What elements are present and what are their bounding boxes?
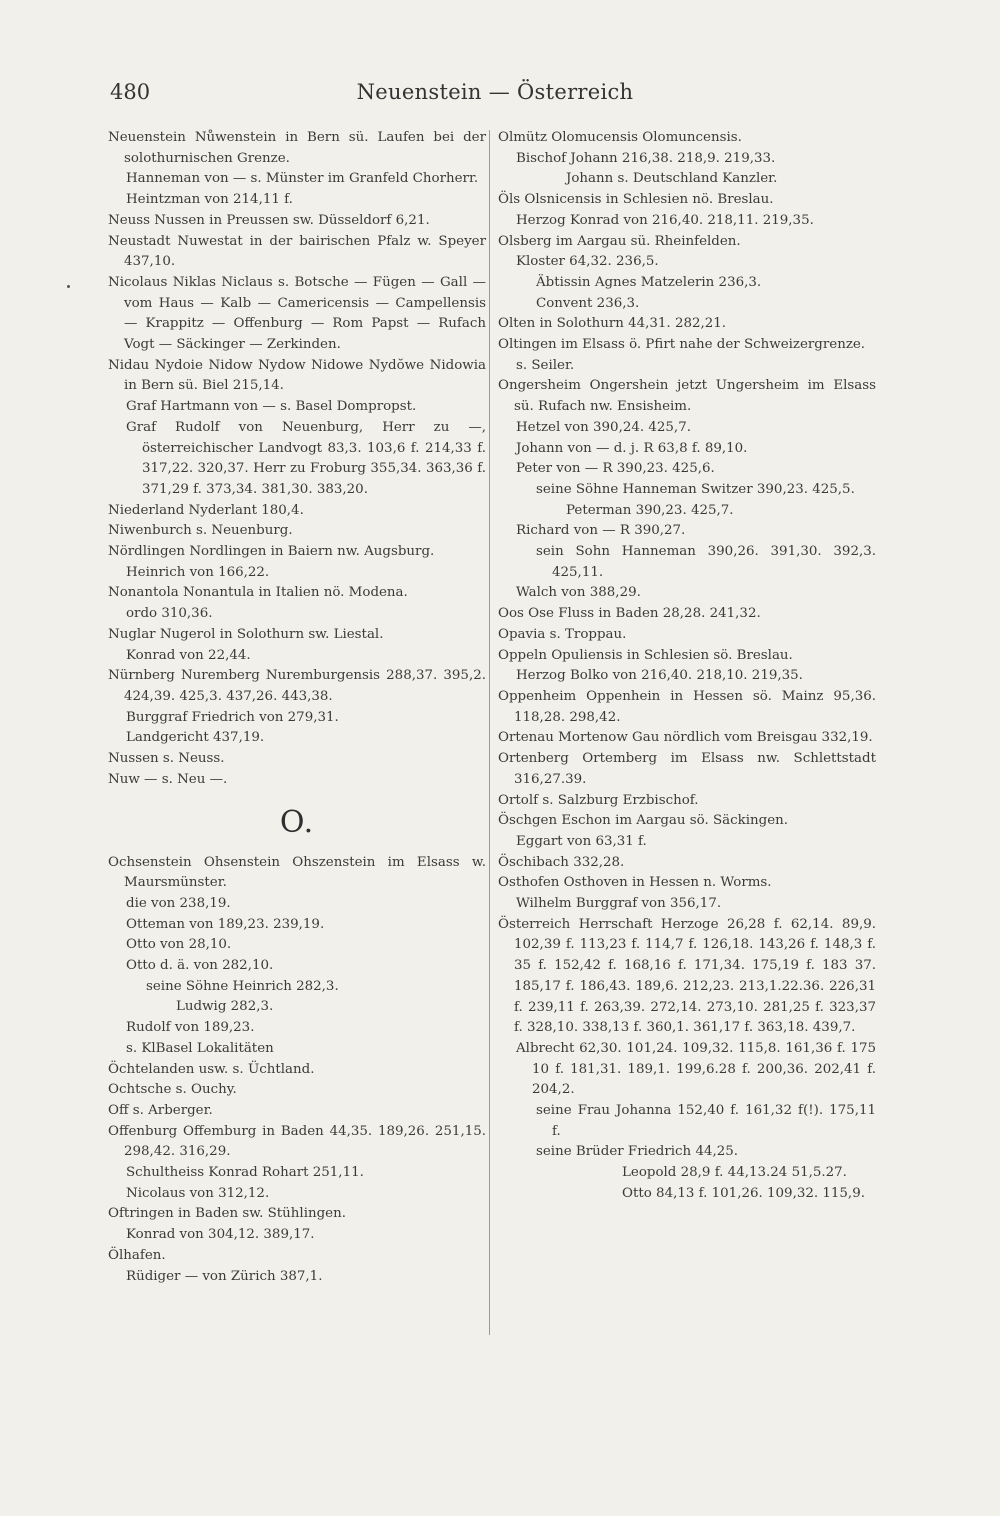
index-subentry: s. Seiler. [516,357,575,373]
index-entry: Neuss Nussen in Preussen sw. Düsseldorf 6,21. [108,212,430,228]
index-entry: Oppeln Opuliensis in Schlesien sö. Breslau. [498,647,793,663]
index-entry: Öchtelanden usw. s. Üchtland. [108,1061,315,1077]
index-subentry: Hanneman von — s. Münster im Granfeld Chorherr. [126,171,479,187]
index-subentry: Walch von 388,29. [516,585,641,601]
index-subentry: Konrad von 304,12. 389,17. [126,1227,315,1243]
index-entry: Neustadt Nuwestat in der bairischen Pfalz w. Speyer 437,10. [108,233,486,270]
index-subentry: Burggraf Friedrich von 279,31. [126,709,339,725]
index-subentry: Konrad von 22,44. [126,647,251,663]
index-entry: Österreich Herrschaft Herzoge 26,28 f. 62,14. 89,9. 102,39 f. 113,23 f. 114,7 f. 126,18. 143,26 f. 148,3 f. 35 f. 152,42 f. 168,16 f. 171,34. 175,19 f. 183 37. 185,17 f. 186,43. 189,6. 212,23. 213,1.22.36. 226,31 f. 239,11 f. 263,39. 272,14. 273,10. 281,25 f. 323,37 f. 328,10. 338,13 f. 360,1. 361,17 f. 363,18. 439,7. [498,916,876,1036]
index-entry: Nonantola Nonantula in Italien nö. Modena. [108,585,408,601]
index-entry: Opavia s. Troppau. [498,626,627,642]
section-heading: O. [279,804,315,840]
index-entry: Öschibach 332,28. [498,854,625,870]
index-entry: Oppenheim Oppenhein in Hessen sö. Mainz 95,36. 118,28. 298,42. [498,688,876,725]
index-entry: Oftringen in Baden sw. Stühlingen. [108,1206,346,1222]
speck-mark [67,285,70,288]
index-subentry: Graf Rudolf von Neuenburg, Herr zu —, österreichischer Landvogt 83,3. 103,6 f. 214,33 f. 317,22. 320,37. Herr zu Froburg 355,34. 363,36 f. 371,29 f. 373,34. 381,30. 383,20. [126,419,486,497]
index-entry: Ortenberg Ortemberg im Elsass nw. Schlettstadt 316,27.39. [498,751,876,787]
index-entry: Neuenstein Nůwenstein in Bern sü. Laufen bei der solothurnischen Grenze. [108,130,486,166]
index-subentry: seine Frau Johanna 152,40 f. 161,32 f(!). 175,11 f. [536,1103,876,1139]
left-column [108,128,486,1287]
index-subentry: Albrecht 62,30. 101,24. 109,32. 115,8. 161,36 f. 175 10 f. 181,31. 189,1. 199,6.28 f. 200,36. 202,41 f. 204,2. [516,1040,876,1098]
index-subentry: Hetzel von 390,24. 425,7. [516,419,691,435]
index-entry: Nuw — s. Neu —. [108,771,228,787]
index-entry: Olmütz Olomucensis Olomuncensis. [498,130,742,145]
index-subentry: Wilhelm Burggraf von 356,17. [516,896,722,912]
index-entry: Nuglar Nugerol in Solothurn sw. Liestal. [108,626,384,642]
index-subentry: Johann s. Deutschland Kanzler. [566,171,778,187]
index-subentry: Schultheiss Konrad Rohart 251,11. [126,1165,364,1181]
page-header [110,80,880,112]
index-subentry: Herzog Konrad von 216,40. 218,11. 219,35. [516,212,814,228]
index-subentry: sein Sohn Hanneman 390,26. 391,30. 392,3. 425,11. [536,544,876,580]
right-column [498,128,876,1205]
index-entry: Ongersheim Ongershein jetzt Ungersheim im Elsass sü. Rufach nw. Ensisheim. [498,378,876,415]
index-subentry: Äbtissin Agnes Matzelerin 236,3. [536,274,762,290]
index-subentry: Rüdiger — von Zürich 387,1. [126,1268,323,1284]
index-subentry: Otto d. ä. von 282,10. [126,958,274,974]
index-subentry: ordo 310,36. [126,606,213,622]
index-entry: Olten in Solothurn 44,31. 282,21. [498,316,727,332]
index-entry: Nicolaus Niklas Niclaus s. Botsche — Fügen — Gall — vom Haus — Kalb — Camericensis — Campellensis — Krappitz — Offenburg — Rom Papst — Rufach Vogt — Säckinger — Zerkinden. [108,274,486,353]
index-subentry: Landgericht 437,19. [126,730,265,746]
index-entry: Öschgen Eschon im Aargau sö. Säckingen. [498,813,789,829]
index-subentry: Convent 236,3. [536,295,640,311]
index-subentry: seine Brüder Friedrich 44,25. [536,1144,739,1160]
index-subentry: Kloster 64,32. 236,5. [516,254,659,270]
index-subentry: Ludwig 282,3. [176,999,274,1015]
index-entry: Off s. Arberger. [108,1102,213,1118]
index-entry: Ortenau Mortenow Gau nördlich vom Breisgau 332,19. [498,730,873,746]
index-entry: Ochsenstein Ohsenstein Ohszenstein im Elsass w. Maursmünster. [108,854,486,891]
index-subentry: Heinrich von 166,22. [126,564,270,580]
index-subentry: Peterman 390,23. 425,7. [566,502,734,518]
index-entry: Offenburg Offemburg in Baden 44,35. 189,26. 251,15. 298,42. 316,29. [108,1123,486,1160]
index-subentry: Heintzman von 214,11 f. [126,192,293,208]
index-subentry: Herzog Bolko von 216,40. 218,10. 219,35. [516,668,803,684]
index-entry: Osthofen Osthoven in Hessen n. Worms. [498,875,772,891]
index-subentry: Otto 84,13 f. 101,26. 109,32. 115,9. [622,1185,865,1201]
index-subentry: Bischof Johann 216,38. 218,9. 219,33. [516,150,776,166]
index-subentry: s. KlBasel Lokalitäten [126,1040,274,1056]
index-entry: Nürnberg Nuremberg Nuremburgensis 288,37. 395,2. 424,39. 425,3. 437,26. 443,38. [108,668,486,704]
index-subentry: Richard von — R 390,27. [516,523,686,539]
index-entry: Nidau Nydoie Nidow Nydow Nidowe Nydŏwe Nidowia in Bern sü. Biel 215,14. [108,357,486,394]
column-divider [489,130,490,1335]
index-subentry: seine Söhne Hanneman Switzer 390,23. 425,5. [536,481,855,497]
page-number: 480 [110,80,151,104]
index-subentry: Graf Hartmann von — s. Basel Dompropst. [126,399,417,415]
index-subentry: Rudolf von 189,23. [126,1020,255,1036]
index-entry: Niwenburch s. Neuenburg. [108,523,293,539]
index-subentry: Otteman von 189,23. 239,19. [126,916,325,932]
index-subentry: Leopold 28,9 f. 44,13.24 51,5.27. [622,1165,847,1181]
index-entry: Ortolf s. Salzburg Erzbischof. [498,792,699,808]
index-subentry: Nicolaus von 312,12. [126,1185,270,1201]
index-entry: Oltingen im Elsass ö. Pfirt nahe der Schweizergrenze. [498,337,866,353]
index-entry: Oos Ose Fluss in Baden 28,28. 241,32. [498,606,761,622]
index-entry: Olsberg im Aargau sü. Rheinfelden. [498,233,741,249]
index-entry: Nussen s. Neuss. [108,751,225,767]
index-entry: Öls Olsnicensis in Schlesien nö. Breslau. [498,192,774,208]
index-subentry: seine Söhne Heinrich 282,3. [146,978,339,994]
index-subentry: Otto von 28,10. [126,937,232,953]
running-head: Neuenstein — Österreich [356,80,634,104]
index-subentry: die von 238,19. [126,895,231,911]
index-entry: Niederland Nyderlant 180,4. [108,502,304,518]
index-subentry: Eggart von 63,31 f. [516,833,647,849]
index-entry: Nördlingen Nordlingen in Baiern nw. Augsburg. [108,544,435,560]
index-entry: Ölhafen. [108,1247,166,1263]
index-entry: Ochtsche s. Ouchy. [108,1082,237,1098]
index-subentry: Peter von — R 390,23. 425,6. [516,461,715,477]
index-subentry: Johann von — d. j. R 63,8 f. 89,10. [516,440,748,456]
